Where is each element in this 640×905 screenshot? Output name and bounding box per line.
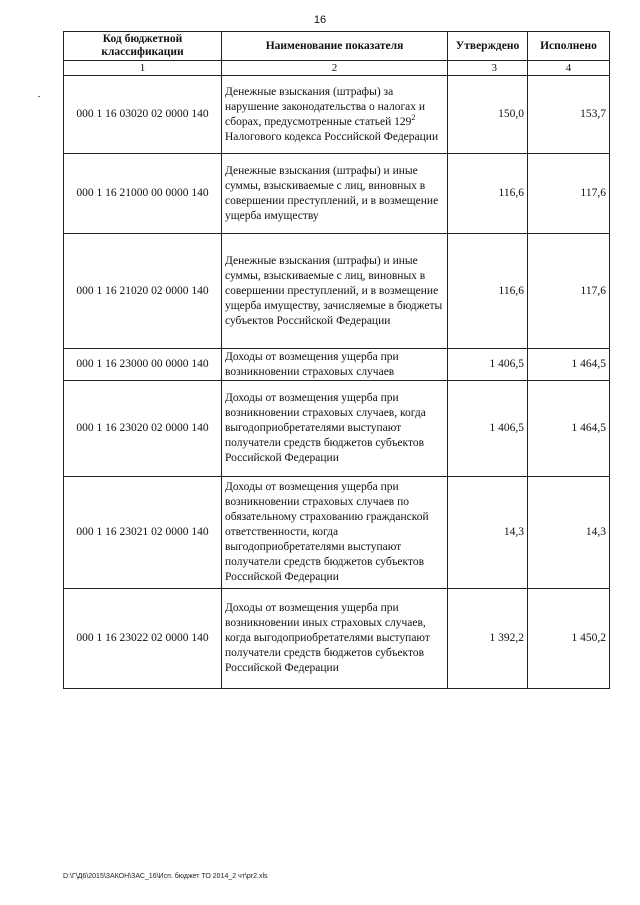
row-code: 000 1 16 21020 02 0000 140	[64, 234, 222, 349]
row-name: Доходы от возмещения ущерба при возникновении иных страховых случаев, когда выгодоприобретателями выступают получатели средств бюджетов субъектов Российской Федерации	[222, 589, 448, 689]
table-row	[64, 381, 610, 477]
margin-mark	[38, 96, 40, 97]
row-code: 000 1 16 23000 00 0000 140	[64, 349, 222, 381]
row-approved: 150,0	[448, 76, 528, 154]
header-approved: Утверждено	[448, 32, 528, 61]
table-header-row	[64, 32, 610, 61]
row-name: Доходы от возмещения ущерба при возникновении страховых случаев по обязательному страхованию гражданской ответственности, когда выгодоприобретателями выступают получатели средств бюджетов субъектов Российской Федерации	[222, 477, 448, 589]
row-executed: 1 450,2	[528, 589, 610, 689]
row-name: Доходы от возмещения ущерба при возникновении страховых случаев	[222, 349, 448, 381]
row-approved: 1 406,5	[448, 381, 528, 477]
row-name: Доходы от возмещения ущерба при возникновении страховых случаев, когда выгодоприобретателями выступают получатели средств бюджетов субъектов Российской Федерации	[222, 381, 448, 477]
row-executed: 1 464,5	[528, 381, 610, 477]
table-row	[64, 154, 610, 234]
column-number: 4	[528, 61, 610, 76]
table-row	[64, 234, 610, 349]
row-executed: 1 464,5	[528, 349, 610, 381]
row-name	[222, 76, 448, 154]
row-code: 000 1 16 23021 02 0000 140	[64, 477, 222, 589]
table-row	[64, 477, 610, 589]
row-executed: 14,3	[528, 477, 610, 589]
file-path-footer: D:\Г\Д6\2015\ЗАКОН\ЗАС_16\Исп. бюджет ТО 2014_2 чт\pr2.xls	[63, 873, 268, 880]
row-name-text-end: Налогового кодекса Российской Федерации	[225, 130, 439, 143]
column-number: 1	[64, 61, 222, 76]
column-number: 3	[448, 61, 528, 76]
budget-table	[63, 31, 610, 689]
row-approved: 14,3	[448, 477, 528, 589]
row-approved: 1 392,2	[448, 589, 528, 689]
row-approved: 116,6	[448, 154, 528, 234]
table-row	[64, 349, 610, 381]
row-code: 000 1 16 23022 02 0000 140	[64, 589, 222, 689]
header-executed: Исполнено	[528, 32, 610, 61]
row-code: 000 1 16 03020 02 0000 140	[64, 76, 222, 154]
page-number: 16	[313, 14, 327, 26]
header-code: Код бюджетной классификации	[64, 32, 222, 61]
column-number: 2	[222, 61, 448, 76]
row-approved: 1 406,5	[448, 349, 528, 381]
row-executed: 117,6	[528, 154, 610, 234]
column-number-row	[64, 61, 610, 76]
header-name: Наименование показателя	[222, 32, 448, 61]
row-code: 000 1 16 23020 02 0000 140	[64, 381, 222, 477]
table-row	[64, 589, 610, 689]
row-name: Денежные взыскания (штрафы) и иные суммы, взыскиваемые с лиц, виновных в совершении преступлений, и в возмещение ущерба имуществу, зачисляемые в бюджеты субъектов Российской Федерации	[222, 234, 448, 349]
table-row	[64, 76, 610, 154]
row-executed: 117,6	[528, 234, 610, 349]
row-name-superscript: 2	[411, 112, 416, 122]
row-name-text: Денежные взыскания (штрафы) за нарушение законодательства о налогах и сборах, предусмотренные статьей 129	[225, 85, 426, 128]
row-name: Денежные взыскания (штрафы) и иные суммы, взыскиваемые с лиц, виновных в совершении преступлений, и в возмещение ущерба имуществу	[222, 154, 448, 234]
row-code: 000 1 16 21000 00 0000 140	[64, 154, 222, 234]
row-approved: 116,6	[448, 234, 528, 349]
row-executed: 153,7	[528, 76, 610, 154]
